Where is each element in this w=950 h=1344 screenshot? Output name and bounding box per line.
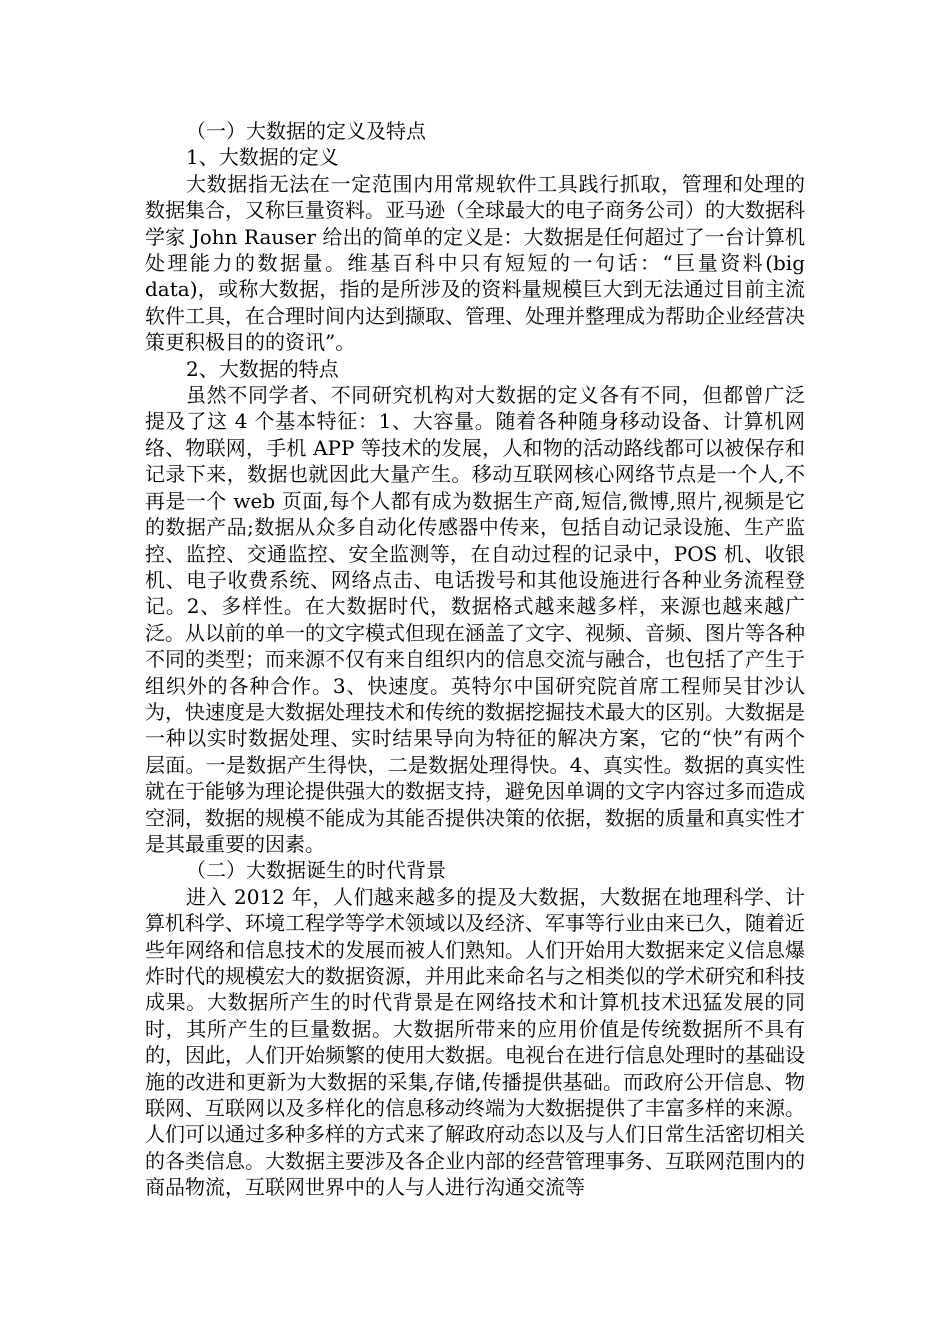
document-body [145,118,805,1201]
paragraph-background: 进入 2012 年，人们越来越多的提及大数据，大数据在地理科学、计算机科学、环境工程学等学术领域以及经济、军事等行业由来已久，随着近些年网络和信息技术的发展而被人们熟知。人们开始用大数据来定义信息爆炸时代的规模宏大的数据资源，并用此来命名与之相类似的学术研究和科技成果。大数据所产生的时代背景是在网络技术和计算机技术迅猛发展的同时，其所产生的巨量数据。大数据所带来的应用价值是传统数据所不具有的，因此，人们开始频繁的使用大数据。电视台在进行信息处理时的基础设施的改进和更新为大数据的采集,存储,传播提供基础。而政府公开信息、物联网、互联网以及多样化的信息移动终端为大数据提供了丰富多样的来源。人们可以通过多种多样的方式来了解政府动态以及与人们日常生活密切相关的各类信息。大数据主要涉及各企业内部的经营管理事务、互联网范围内的商品物流，互联网世界中的人与人进行沟通交流等 [145,884,805,1200]
section-heading-background: （二）大数据诞生的时代背景 [186,858,446,883]
section-heading-definition-and-features: （一）大数据的定义及特点 [186,119,426,143]
subsection-heading-features: 2、大数据的特点 [186,356,339,381]
paragraph-features: 虽然不同学者、不同研究机构对大数据的定义各有不同，但都曾广泛提及了这 4 个基本特征：1、大容量。随着各种随身移动设备、计算机网络、物联网，手机 APP 等技术的发展，人和物的活动路线都可以被保存和记录下来，数据也就因此大量产生。移动互联网核心网络节点是一个人,不再是一个 web 页面,每个人都有成为数据生产商,短信,微博,照片,视频是它的数据产品;数据从众多自动化传感器中传来，包括自动记录设施、生产监控、监控、交通监控、安全监测等，在自动过程的记录中，POS 机、收银机、电子收费系统、网络点击、电话拨号和其他设施进行各种业务流程登记。2、多样性。在大数据时代，数据格式越来越多样，来源也越来越广泛。从以前的单一的文字模式但现在涵盖了文字、视频、音频、图片等各种不同的类型；而来源不仅有来自组织内的信息交流与融合，也包括了产生于组织外的各种合作。3、快速度。英特尔中国研究院首席工程师吴甘沙认为，快速度是大数据处理技术和传统的数据挖掘技术最大的区别。大数据是一种以实时数据处理、实时结果导向为特征的解决方案，它的“快”有两个层面。一是数据产生得快，二是数据处理得快。4、真实性。数据的真实性就在于能够为理论提供强大的数据支持，避免因单调的文字内容过多而造成空洞，数据的规模不能成为其能否提供决策的依据，数据的质量和真实性才是其最重要的因素。 [145,383,805,856]
paragraph-definition: 大数据指无法在一定范围内用常规软件工具践行抓取，管理和处理的数据集合，又称巨量资料。亚马逊（全球最大的电子商务公司）的大数据科学家 John Rauser 给出的简单的定义是：大数据是任何超过了一台计算机处理能力的数据量。维基百科中只有短短的一句话：“巨量资料(big data)，或称大数据，指的是所涉及的资料量规模巨大到无法通过目前主流软件工具，在合理时间内达到撷取、管理、处理并整理成为帮助企业经营决策更积极目的的资讯”。 [145,171,805,355]
subsection-heading-definition: 1、大数据的定义 [186,145,339,170]
